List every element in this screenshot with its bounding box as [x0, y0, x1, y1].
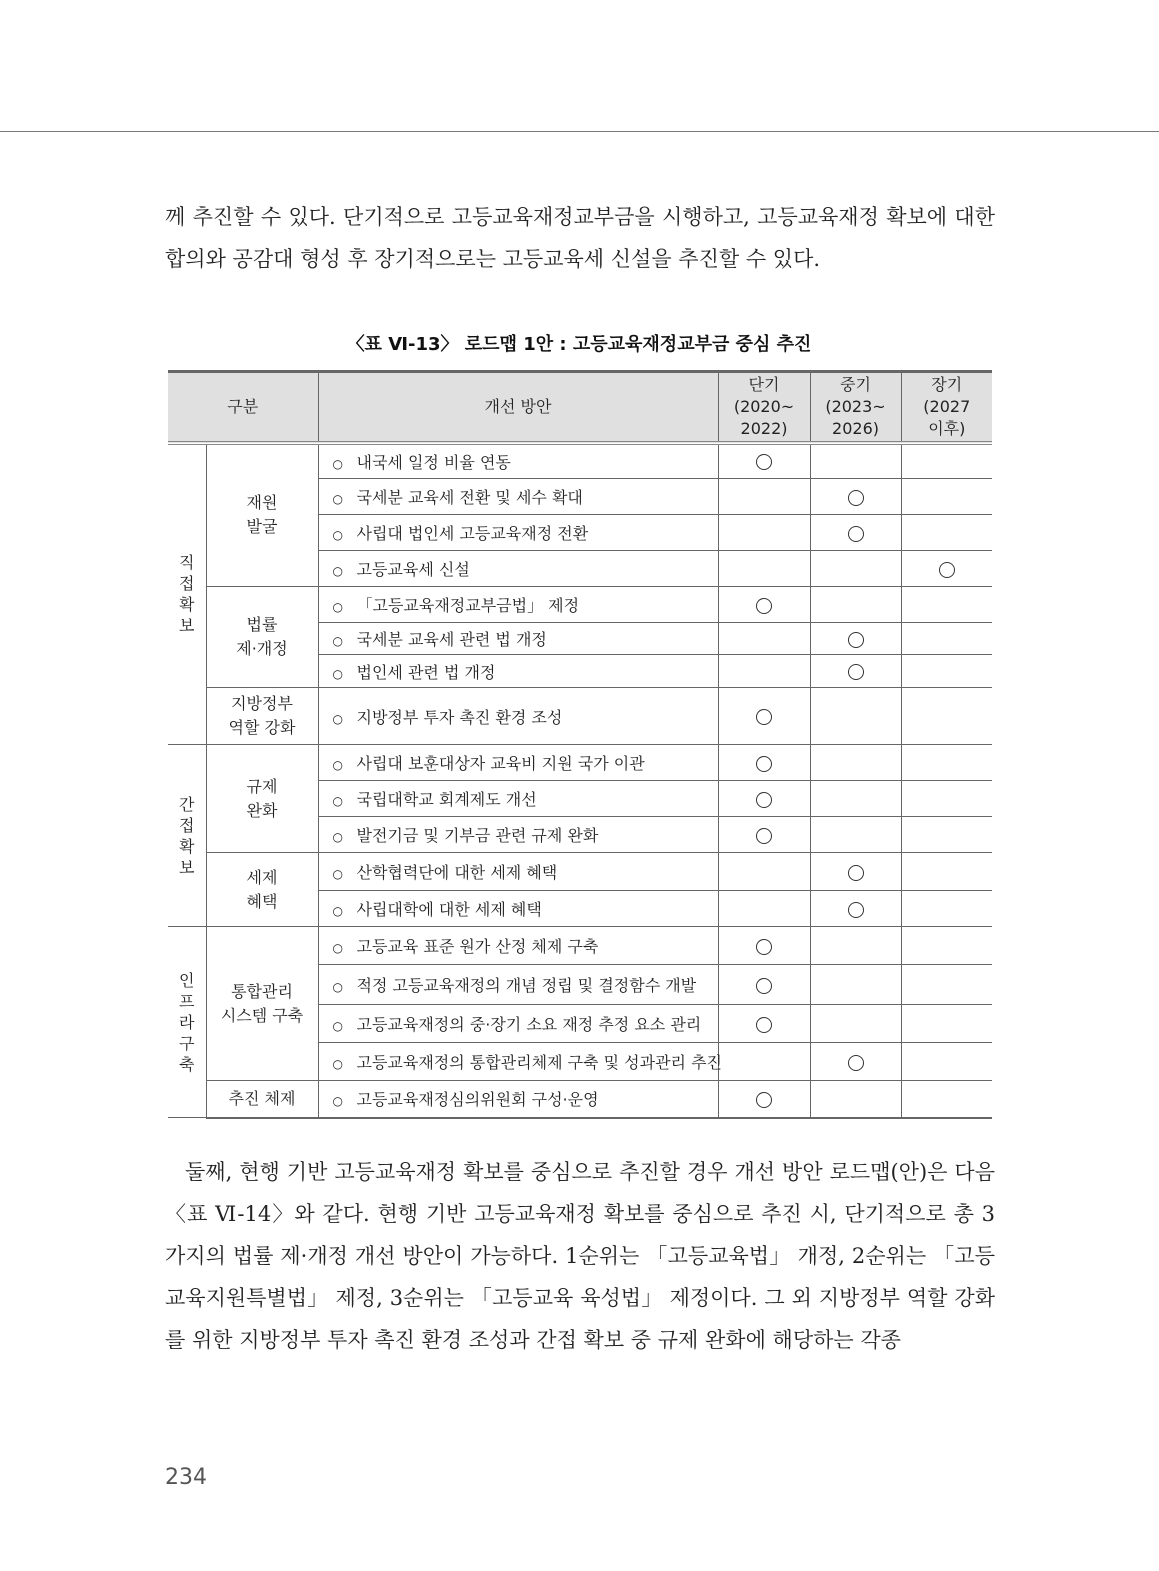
subcategory-cell: 규제 완화 — [206, 745, 318, 853]
subcategory-cell: 지방정부 역할 강화 — [206, 688, 318, 745]
term-cell-mid — [810, 853, 901, 891]
subcategory-cell: 추진 체제 — [206, 1081, 318, 1118]
term-cell-long — [901, 745, 992, 781]
table-header — [168, 372, 992, 443]
header-category: 구분 — [168, 372, 318, 443]
plan-item — [318, 965, 718, 1005]
term-cell-mid — [810, 965, 901, 1005]
plan-item-text: 「고등교육재정교부금법」 제정 — [356, 596, 580, 615]
term-cell-mid — [810, 688, 901, 745]
plan-item — [318, 927, 718, 965]
term-cell-short — [718, 891, 810, 927]
circle-mark-icon — [848, 1055, 864, 1071]
term-cell-long — [901, 781, 992, 817]
plan-item — [318, 515, 718, 551]
plan-item — [318, 479, 718, 515]
plan-item-text: 국립대학교 회계제도 개선 — [356, 790, 537, 809]
term-cell-short — [718, 688, 810, 745]
term-cell-long — [901, 891, 992, 927]
plan-item-text: 사립대 법인세 고등교육재정 전환 — [356, 524, 589, 543]
plan-item — [318, 781, 718, 817]
table-row — [168, 1081, 992, 1118]
circle-mark-icon — [848, 664, 864, 680]
bullet-icon: ○ — [332, 980, 343, 994]
bullet-icon: ○ — [332, 711, 343, 726]
plan-item-text: 법인세 관련 법 개정 — [356, 662, 496, 682]
table-row — [168, 688, 992, 745]
bullet-icon: ○ — [332, 528, 343, 542]
bullet-icon: ○ — [332, 600, 343, 614]
plan-item — [318, 688, 718, 745]
term-cell-mid — [810, 745, 901, 781]
circle-mark-icon — [756, 709, 772, 725]
term-cell-long — [901, 853, 992, 891]
term-cell-mid — [810, 927, 901, 965]
plan-item-text: 고등교육재정심의위원회 구성·운영 — [356, 1090, 599, 1110]
term-cell-long — [901, 1005, 992, 1043]
header-short-term: 단기 (2020~ 2022) — [718, 372, 810, 443]
term-cell-short — [718, 1005, 810, 1043]
bullet-icon: ○ — [332, 1019, 343, 1033]
table-row — [168, 927, 992, 965]
term-cell-mid — [810, 515, 901, 551]
term-cell-short — [718, 623, 810, 655]
term-cell-mid — [810, 623, 901, 655]
bullet-icon: ○ — [332, 456, 343, 471]
bullet-icon: ○ — [332, 634, 343, 648]
plan-item — [318, 587, 718, 623]
circle-mark-icon — [939, 562, 955, 578]
term-cell-long — [901, 479, 992, 515]
circle-mark-icon — [756, 454, 772, 470]
term-cell-long — [901, 551, 992, 587]
plan-item — [318, 1081, 718, 1118]
bullet-icon: ○ — [332, 758, 343, 772]
term-cell-mid — [810, 1043, 901, 1081]
term-cell-long — [901, 927, 992, 965]
circle-mark-icon — [848, 526, 864, 542]
top-paragraph: 께 추진할 수 있다. 단기적으로 고등교육재정교부금을 시행하고, 고등교육재정 확보에 대한 합의와 공감대 형성 후 장기적으로는 고등교육세 신설을 추진할 수 있다. — [165, 205, 995, 271]
table-row — [168, 443, 992, 479]
term-cell-short — [718, 817, 810, 853]
bullet-icon: ○ — [332, 867, 343, 881]
plan-item — [318, 745, 718, 781]
plan-item-text: 고등교육세 신설 — [356, 560, 470, 579]
circle-mark-icon — [756, 792, 772, 808]
plan-item-text: 고등교육재정의 중·장기 소요 재정 추정 요소 관리 — [356, 1015, 702, 1034]
bottom-paragraph: 둘째, 현행 기반 고등교육재정 확보를 중심으로 추진할 경우 개선 방안 로드맵(안)은 다음 〈표 Ⅵ-14〉와 같다. 현행 기반 고등교육재정 확보를 중심으로 추진 시, 단기적으로 총 3가지의 법률 제·개정 개선 방안이 가능하다. 1순위는 「고등교육법」 개정, 2순위는 「고등교육지원특별법」 제정, 3순위는 「고등교육 육성법」 제정이다. 그 외 지방정부 역할 강화를 위한 지방정부 투자 촉진 환경 조성과 간접 확보 중 규제 완화에 해당하는 각종 — [165, 1160, 995, 1352]
subcategory-cell: 재원 발굴 — [206, 443, 318, 587]
table-body — [168, 927, 992, 1118]
plan-item — [318, 891, 718, 927]
table-row — [168, 853, 992, 891]
term-cell-short — [718, 927, 810, 965]
term-cell-short — [718, 479, 810, 515]
term-cell-short — [718, 655, 810, 688]
circle-mark-icon — [756, 939, 772, 955]
term-cell-long — [901, 1043, 992, 1081]
plan-item-text: 고등교육재정의 통합관리체제 구축 및 성과관리 추진 — [356, 1053, 722, 1072]
term-cell-mid — [810, 443, 901, 479]
page-number: 234 — [165, 1465, 207, 1490]
bullet-icon: ○ — [332, 492, 343, 506]
table-caption: 〈표 Ⅵ-13〉 로드맵 1안 : 고등교육재정교부금 중심 추진 — [346, 334, 812, 355]
term-cell-mid — [810, 479, 901, 515]
plan-item — [318, 655, 718, 688]
term-cell-short — [718, 587, 810, 623]
subcategory-cell: 통합관리 시스템 구축 — [206, 927, 318, 1081]
bullet-icon: ○ — [332, 1057, 343, 1071]
bullet-icon: ○ — [332, 666, 343, 681]
bullet-icon: ○ — [332, 1094, 343, 1109]
plan-item — [318, 623, 718, 655]
header-long-term: 장기 (2027 이후) — [901, 372, 992, 443]
circle-mark-icon — [848, 632, 864, 648]
term-cell-mid — [810, 587, 901, 623]
term-cell-mid — [810, 655, 901, 688]
plan-item-text: 적정 고등교육재정의 개념 정립 및 결정함수 개발 — [356, 976, 697, 995]
table-row — [168, 745, 992, 781]
plan-item — [318, 1043, 722, 1081]
term-cell-short — [718, 1043, 810, 1081]
term-cell-short — [718, 965, 810, 1005]
plan-item-text: 사립대학에 대한 세제 혜택 — [356, 900, 542, 919]
plan-item-text: 사립대 보훈대상자 교육비 지원 국가 이관 — [356, 754, 645, 773]
term-cell-short — [718, 551, 810, 587]
circle-mark-icon — [756, 1017, 772, 1033]
plan-item-text: 발전기금 및 기부금 관련 규제 완화 — [356, 826, 599, 845]
subcategory-cell: 법률 제·개정 — [206, 587, 318, 688]
subcategory-cell: 세제 혜택 — [206, 853, 318, 927]
plan-item — [318, 551, 718, 587]
term-cell-long — [901, 655, 992, 688]
circle-mark-icon — [848, 902, 864, 918]
term-cell-long — [901, 587, 992, 623]
plan-item-text: 고등교육 표준 원가 산정 체제 구축 — [356, 937, 599, 956]
bullet-icon: ○ — [332, 830, 343, 844]
term-cell-mid — [810, 1081, 901, 1118]
category-cell: 직 접 확 보 — [168, 443, 206, 745]
circle-mark-icon — [848, 865, 864, 881]
term-cell-short — [718, 853, 810, 891]
term-cell-long — [901, 623, 992, 655]
circle-mark-icon — [756, 978, 772, 994]
circle-mark-icon — [756, 598, 772, 614]
term-cell-long — [901, 688, 992, 745]
circle-mark-icon — [756, 756, 772, 772]
plan-item — [318, 443, 718, 479]
bullet-icon: ○ — [332, 794, 343, 808]
plan-item-text: 국세분 교육세 전환 및 세수 확대 — [356, 488, 583, 507]
bullet-icon: ○ — [332, 904, 343, 918]
plan-item — [318, 1005, 718, 1043]
term-cell-long — [901, 515, 992, 551]
term-cell-mid — [810, 551, 901, 587]
plan-item — [318, 817, 718, 853]
plan-item-text: 산학협력단에 대한 세제 혜택 — [356, 863, 558, 882]
roadmap-table — [168, 370, 992, 1119]
category-cell: 간 접 확 보 — [168, 745, 206, 927]
term-cell-short — [718, 781, 810, 817]
bullet-icon: ○ — [332, 941, 343, 955]
plan-item-text: 국세분 교육세 관련 법 개정 — [356, 630, 547, 649]
table-body — [168, 443, 992, 745]
term-cell-short — [718, 1081, 810, 1118]
header-rule — [0, 131, 1159, 132]
plan-item-text: 지방정부 투자 촉진 환경 조성 — [356, 707, 563, 727]
term-cell-long — [901, 1081, 992, 1118]
term-cell-long — [901, 443, 992, 479]
header-mid-term: 중기 (2023~ 2026) — [810, 372, 901, 443]
term-cell-mid — [810, 817, 901, 853]
category-cell: 인 프 라 구 축 — [168, 927, 206, 1118]
circle-mark-icon — [756, 1092, 772, 1108]
term-cell-short — [718, 745, 810, 781]
term-cell-long — [901, 965, 992, 1005]
header-plan: 개선 방안 — [318, 372, 718, 443]
circle-mark-icon — [756, 828, 772, 844]
term-cell-mid — [810, 1005, 901, 1043]
bullet-icon: ○ — [332, 564, 343, 578]
plan-item — [318, 853, 718, 891]
table-row — [168, 587, 992, 623]
term-cell-short — [718, 443, 810, 479]
term-cell-short — [718, 515, 810, 551]
table-body — [168, 745, 992, 927]
plan-item-text: 내국세 일정 비율 연동 — [356, 452, 511, 472]
term-cell-mid — [810, 891, 901, 927]
term-cell-mid — [810, 781, 901, 817]
circle-mark-icon — [848, 490, 864, 506]
term-cell-long — [901, 817, 992, 853]
